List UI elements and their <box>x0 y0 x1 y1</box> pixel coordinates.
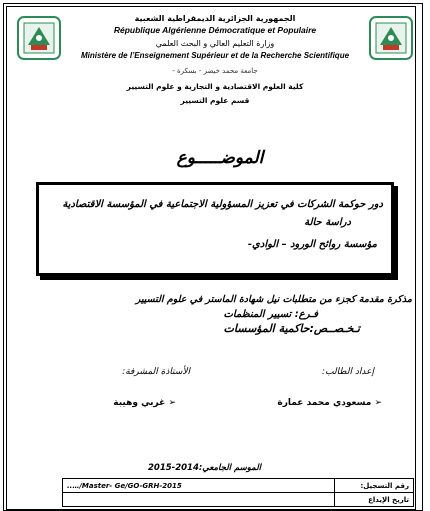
deposit-date-label: تاريخ الإيداع <box>335 493 414 507</box>
republic-french: République Algérienne Démocratique et Populaire <box>113 25 317 35</box>
republic-arabic: الجمهورية الجزائرية الديمقراطية الشعبية <box>134 14 296 23</box>
registration-table <box>62 478 414 507</box>
specialty-label: تـخـصــص:حاكمية المؤسسات <box>223 322 360 335</box>
table-row <box>63 479 414 493</box>
university-name: جامعة محمد خيضر - بسكرة - <box>172 67 258 75</box>
department-name: قسم علوم التسيير <box>180 96 250 105</box>
ministry-arabic: وزارة التعليم العالي و البحث العلمي <box>155 39 275 48</box>
case-study-company: مؤسسة روائح الورود – الوادي- <box>247 239 377 250</box>
academic-year: الموسم الجامعي:2014-2015 <box>148 463 262 473</box>
branch-label: فـرع: تسيير المنظمات <box>223 309 318 320</box>
ministry-french: Ministère de l’Enseignement Supérieur et de la Recherche Scientifique <box>80 51 350 60</box>
supervisor-name-row <box>113 398 176 408</box>
bullet-icon: ➢ <box>374 398 382 408</box>
thesis-title: دور حوكمة الشركات في تعزيز المسؤولية الاجتماعية في المؤسسة الاقتصادية <box>62 199 383 210</box>
table-row <box>63 493 414 507</box>
registration-number-label: رقم التسجيل: <box>335 479 414 493</box>
student-name: مسعودي محمد عمارة <box>277 398 372 408</box>
faculty-name: كلية العلوم الاقتصادية و التجارية و علوم التسيير <box>126 82 304 91</box>
case-study-label: دراسة حالة <box>304 217 351 228</box>
supervisor-name: غربي وهيبة <box>113 398 166 408</box>
memo-description: مذكرة مقدمة كجزء من متطلبات نيل شهادة الماستر في علوم التسيير <box>135 294 412 305</box>
bullet-icon: ➢ <box>168 398 176 408</box>
registration-number-value: ..…/Master- Ge/GO-GRH-2015 <box>63 479 335 493</box>
deposit-date-value <box>63 493 335 507</box>
university-logo-left <box>16 15 62 61</box>
supervisor-label: الأستاذة المشرفة: <box>122 367 190 377</box>
student-label: إعداد الطالب: <box>322 367 374 377</box>
student-name-row <box>277 398 382 408</box>
topic-heading: الموضـــــوع <box>176 148 264 168</box>
thesis-title-box <box>36 182 394 276</box>
university-logo-right <box>368 15 414 61</box>
